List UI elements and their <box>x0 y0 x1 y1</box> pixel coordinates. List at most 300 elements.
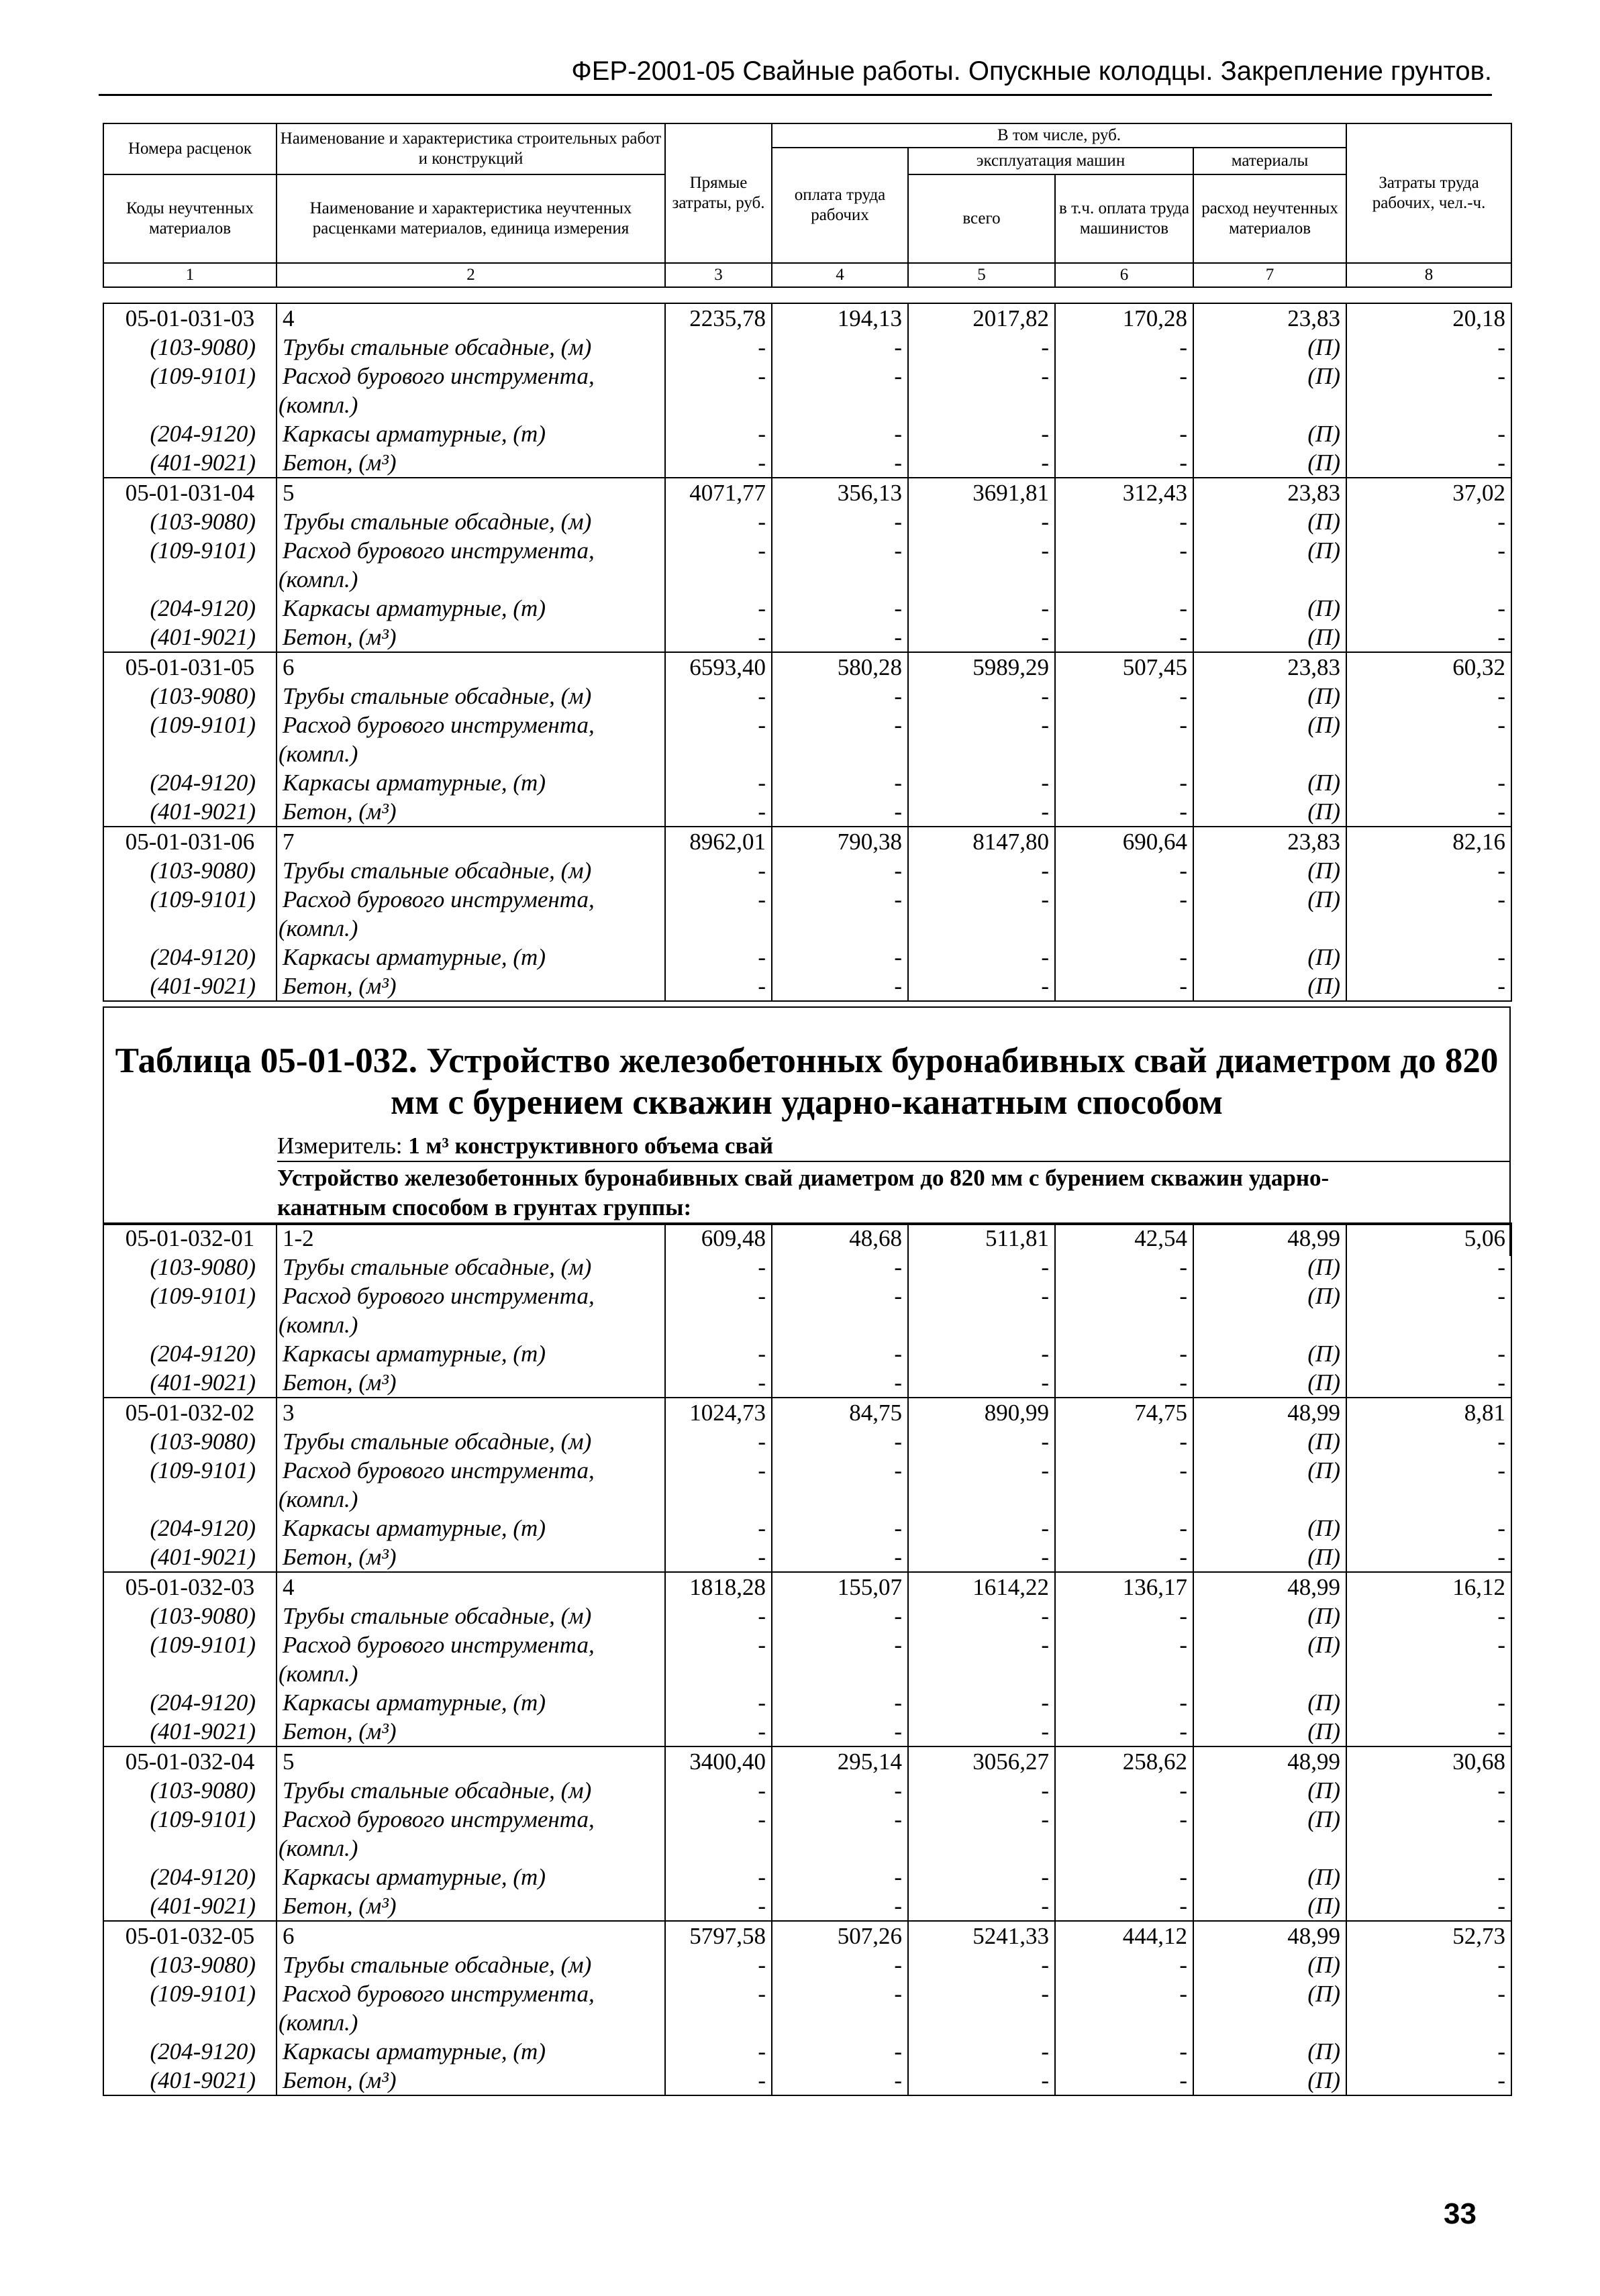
materials-cell: (П) <box>1193 1979 1346 2008</box>
labor-hours-cell: - <box>1346 943 1511 972</box>
material-row <box>103 1602 1511 1630</box>
labor-hours-cell: - <box>1346 1891 1511 1921</box>
materials-cell: (П) <box>1193 536 1346 565</box>
machinists-pay-cell: - <box>1055 711 1193 739</box>
machines-cell: - <box>908 972 1055 1001</box>
direct-cost-cell: - <box>665 1891 772 1921</box>
material-row <box>103 1891 1511 1921</box>
labor-hours-cell: - <box>1346 1427 1511 1456</box>
material-row <box>103 972 1511 1001</box>
machinists-pay-cell: - <box>1055 885 1193 914</box>
labor-hours-cell: - <box>1346 768 1511 797</box>
name-cell: Каркасы арматурные, (т) <box>277 768 665 797</box>
col-num: 2 <box>277 263 665 287</box>
labor-pay-cell: - <box>772 1514 908 1543</box>
materials-cell: 23,83 <box>1193 478 1346 507</box>
direct-cost-cell: - <box>665 797 772 827</box>
direct-cost-cell: - <box>665 1427 772 1456</box>
rate-code-cell: 05-01-032-05 <box>103 1921 277 1950</box>
materials-cell: (П) <box>1193 448 1346 478</box>
table-05-01-032-heading <box>103 1006 1511 1256</box>
machines-cell <box>908 1659 1055 1688</box>
continuation-row <box>103 1834 1511 1863</box>
labor-pay-cell <box>772 739 908 768</box>
rate-row <box>103 652 1511 682</box>
machines-cell: 3056,27 <box>908 1746 1055 1776</box>
machinists-pay-cell: - <box>1055 448 1193 478</box>
rate-code-cell: (401-9021) <box>103 1891 277 1921</box>
continuation-row <box>103 1310 1511 1339</box>
materials-cell: 48,99 <box>1193 1746 1346 1776</box>
materials-cell: (П) <box>1193 856 1346 885</box>
rate-code-cell: 05-01-032-03 <box>103 1572 277 1602</box>
name-cell: Трубы стальные обсадные, (м) <box>277 1950 665 1979</box>
name-cell: (компл.) <box>277 739 665 768</box>
name-cell: Расход бурового инструмента, <box>277 711 665 739</box>
materials-cell: (П) <box>1193 1776 1346 1805</box>
machines-cell: - <box>908 1456 1055 1485</box>
machinists-pay-cell: - <box>1055 1368 1193 1398</box>
labor-hours-cell: 52,73 <box>1346 1921 1511 1950</box>
labor-hours-cell: - <box>1346 536 1511 565</box>
machinists-pay-cell <box>1055 2008 1193 2037</box>
direct-cost-cell: - <box>665 1630 772 1659</box>
name-cell: (компл.) <box>277 390 665 419</box>
name-cell: Трубы стальные обсадные, (м) <box>277 333 665 362</box>
header-name-top: Наименование и характеристика строительных работ и конструкций <box>277 123 665 174</box>
header-name-bottom: Наименование и характеристика неучтенных расценками материалов, единица измерения <box>277 174 665 263</box>
material-row <box>103 623 1511 652</box>
rate-code-cell <box>103 1659 277 1688</box>
labor-pay-cell: - <box>772 711 908 739</box>
machinists-pay-cell: 444,12 <box>1055 1921 1193 1950</box>
labor-pay-cell <box>772 1834 908 1863</box>
machines-cell: - <box>908 1514 1055 1543</box>
labor-hours-cell: - <box>1346 362 1511 390</box>
labor-pay-cell: 580,28 <box>772 652 908 682</box>
labor-pay-cell: - <box>772 507 908 536</box>
machines-cell: 511,81 <box>908 1223 1055 1253</box>
material-row <box>103 1514 1511 1543</box>
direct-cost-cell: - <box>665 885 772 914</box>
machinists-pay-cell: - <box>1055 2066 1193 2095</box>
materials-cell: (П) <box>1193 797 1346 827</box>
materials-cell <box>1193 914 1346 943</box>
labor-hours-cell: - <box>1346 2037 1511 2066</box>
machines-cell <box>908 914 1055 943</box>
continuation-row <box>103 1485 1511 1514</box>
machinists-pay-cell: - <box>1055 623 1193 652</box>
machines-cell: - <box>908 1950 1055 1979</box>
rate-code-cell: (109-9101) <box>103 536 277 565</box>
direct-cost-cell: - <box>665 2037 772 2066</box>
name-cell: Трубы стальные обсадные, (м) <box>277 1427 665 1456</box>
direct-cost-cell: - <box>665 1776 772 1805</box>
materials-cell: 23,83 <box>1193 652 1346 682</box>
labor-hours-cell: - <box>1346 856 1511 885</box>
name-cell: 7 <box>277 827 665 856</box>
machines-cell: - <box>908 1543 1055 1572</box>
labor-hours-cell: 60,32 <box>1346 652 1511 682</box>
labor-hours-cell: - <box>1346 594 1511 623</box>
machines-cell: 8147,80 <box>908 827 1055 856</box>
header-rule <box>99 94 1492 96</box>
machinists-pay-cell: - <box>1055 594 1193 623</box>
rate-code-cell: (204-9120) <box>103 1514 277 1543</box>
machinists-pay-cell: - <box>1055 1805 1193 1834</box>
direct-cost-cell: - <box>665 1456 772 1485</box>
machinists-pay-cell: - <box>1055 943 1193 972</box>
material-row <box>103 1456 1511 1485</box>
machines-cell: - <box>908 507 1055 536</box>
labor-pay-cell: - <box>772 1339 908 1368</box>
name-cell: Расход бурового инструмента, <box>277 536 665 565</box>
labor-pay-cell <box>772 1659 908 1688</box>
name-cell: Трубы стальные обсадные, (м) <box>277 1776 665 1805</box>
rate-code-cell: (103-9080) <box>103 1602 277 1630</box>
name-cell: Трубы стальные обсадные, (м) <box>277 856 665 885</box>
rate-code-cell: (109-9101) <box>103 1805 277 1834</box>
machines-cell: - <box>908 1253 1055 1282</box>
rate-code-cell: (401-9021) <box>103 1543 277 1572</box>
machines-cell: - <box>908 1717 1055 1746</box>
labor-hours-cell: - <box>1346 1456 1511 1485</box>
header-machinists-pay: в т.ч. оплата труда машинистов <box>1055 174 1193 263</box>
name-cell: Бетон, (м³) <box>277 2066 665 2095</box>
labor-hours-cell <box>1346 1834 1511 1863</box>
direct-cost-cell: 8962,01 <box>665 827 772 856</box>
machinists-pay-cell: - <box>1055 1427 1193 1456</box>
rate-code-cell <box>103 1834 277 1863</box>
machinists-pay-cell: - <box>1055 1630 1193 1659</box>
labor-hours-cell <box>1346 390 1511 419</box>
machines-cell: - <box>908 419 1055 448</box>
direct-cost-cell <box>665 2008 772 2037</box>
labor-hours-cell: - <box>1346 1339 1511 1368</box>
labor-hours-cell: - <box>1346 1863 1511 1891</box>
rate-code-cell: (103-9080) <box>103 507 277 536</box>
direct-cost-cell: - <box>665 1282 772 1310</box>
labor-pay-cell: - <box>772 1891 908 1921</box>
labor-pay-cell: - <box>772 972 908 1001</box>
rate-code-cell: (109-9101) <box>103 1282 277 1310</box>
machines-cell: - <box>908 1776 1055 1805</box>
rates-table-05-01-032 <box>103 1222 1512 2096</box>
labor-hours-cell: - <box>1346 1776 1511 1805</box>
labor-pay-cell: 507,26 <box>772 1921 908 1950</box>
direct-cost-cell: - <box>665 1339 772 1368</box>
material-row <box>103 1543 1511 1572</box>
measure-label: Измеритель: <box>277 1133 403 1159</box>
machines-cell <box>908 1310 1055 1339</box>
machinists-pay-cell <box>1055 1310 1193 1339</box>
header-materials: материалы <box>1193 148 1346 174</box>
machinists-pay-cell <box>1055 1834 1193 1863</box>
materials-cell: (П) <box>1193 972 1346 1001</box>
material-row <box>103 507 1511 536</box>
machines-cell <box>908 739 1055 768</box>
name-cell: Трубы стальные обсадные, (м) <box>277 1253 665 1282</box>
rate-code-cell <box>103 1485 277 1514</box>
labor-pay-cell: - <box>772 594 908 623</box>
machinists-pay-cell: 258,62 <box>1055 1746 1193 1776</box>
rate-code-cell <box>103 2008 277 2037</box>
machines-cell: - <box>908 1282 1055 1310</box>
direct-cost-cell: 5797,58 <box>665 1921 772 1950</box>
header-material-usage: расход неучтенных материалов <box>1193 174 1346 263</box>
machinists-pay-cell: - <box>1055 1514 1193 1543</box>
material-row <box>103 768 1511 797</box>
rate-code-cell: 05-01-032-04 <box>103 1746 277 1776</box>
labor-pay-cell: - <box>772 333 908 362</box>
labor-pay-cell: 84,75 <box>772 1398 908 1427</box>
material-row <box>103 1427 1511 1456</box>
machinists-pay-cell: - <box>1055 1543 1193 1572</box>
materials-cell <box>1193 1834 1346 1863</box>
labor-pay-cell: - <box>772 1368 908 1398</box>
materials-cell: (П) <box>1193 1456 1346 1485</box>
rate-row <box>103 478 1511 507</box>
direct-cost-cell: - <box>665 1688 772 1717</box>
labor-pay-cell <box>772 390 908 419</box>
direct-cost-cell: - <box>665 1950 772 1979</box>
group-description: Устройство железобетонных буронабивных свай диаметром до 820 мм с бурением скважин ударно-канатным способом в грунтах группы: <box>277 1165 1330 1220</box>
name-cell: Каркасы арматурные, (т) <box>277 1863 665 1891</box>
materials-cell: (П) <box>1193 1368 1346 1398</box>
material-row <box>103 1950 1511 1979</box>
name-cell: (компл.) <box>277 1310 665 1339</box>
name-cell: Расход бурового инструмента, <box>277 1979 665 2008</box>
rate-code-cell: (401-9021) <box>103 1717 277 1746</box>
labor-pay-cell: 790,38 <box>772 827 908 856</box>
labor-pay-cell: 356,13 <box>772 478 908 507</box>
rate-code-cell: (109-9101) <box>103 362 277 390</box>
name-cell: (компл.) <box>277 2008 665 2037</box>
rate-code-cell: 05-01-031-03 <box>103 303 277 333</box>
materials-cell: (П) <box>1193 1688 1346 1717</box>
materials-cell: (П) <box>1193 768 1346 797</box>
name-cell: 5 <box>277 1746 665 1776</box>
name-cell: Расход бурового инструмента, <box>277 1805 665 1834</box>
labor-hours-cell <box>1346 739 1511 768</box>
col-num: 3 <box>665 263 772 287</box>
materials-cell: 48,99 <box>1193 1921 1346 1950</box>
labor-hours-cell: - <box>1346 797 1511 827</box>
direct-cost-cell <box>665 565 772 594</box>
labor-hours-cell: - <box>1346 623 1511 652</box>
material-row <box>103 333 1511 362</box>
direct-cost-cell: - <box>665 1805 772 1834</box>
rate-code-cell: (109-9101) <box>103 1979 277 2008</box>
labor-hours-cell <box>1346 914 1511 943</box>
direct-cost-cell <box>665 739 772 768</box>
material-row <box>103 1717 1511 1746</box>
direct-cost-cell <box>665 1659 772 1688</box>
name-cell: Каркасы арматурные, (т) <box>277 943 665 972</box>
direct-cost-cell: - <box>665 1368 772 1398</box>
rate-code-cell: (103-9080) <box>103 1950 277 1979</box>
machinists-pay-cell: 312,43 <box>1055 478 1193 507</box>
labor-hours-cell: 20,18 <box>1346 303 1511 333</box>
machines-cell: - <box>908 594 1055 623</box>
labor-hours-cell: - <box>1346 1717 1511 1746</box>
labor-pay-cell: - <box>772 536 908 565</box>
table-column-header <box>103 123 1512 288</box>
rate-code-cell <box>103 739 277 768</box>
rate-code-cell: (401-9021) <box>103 972 277 1001</box>
machines-cell <box>908 565 1055 594</box>
header-labor-hours: Затраты труда рабочих, чел.-ч. <box>1346 123 1511 263</box>
labor-pay-cell: - <box>772 768 908 797</box>
material-row <box>103 1253 1511 1282</box>
page-header-title: ФЕР-2001-05 Свайные работы. Опускные колодцы. Закрепление грунтов. <box>571 56 1492 86</box>
labor-hours-cell: - <box>1346 333 1511 362</box>
labor-hours-cell <box>1346 1310 1511 1339</box>
labor-pay-cell: - <box>772 943 908 972</box>
machines-cell: - <box>908 333 1055 362</box>
rate-code-cell: (109-9101) <box>103 1456 277 1485</box>
machines-cell: 5241,33 <box>908 1921 1055 1950</box>
materials-cell: (П) <box>1193 1427 1346 1456</box>
direct-cost-cell: 609,48 <box>665 1223 772 1253</box>
machines-cell: - <box>908 1688 1055 1717</box>
name-cell: Расход бурового инструмента, <box>277 885 665 914</box>
machinists-pay-cell <box>1055 1485 1193 1514</box>
direct-cost-cell: - <box>665 2066 772 2095</box>
materials-cell <box>1193 1310 1346 1339</box>
name-cell: (компл.) <box>277 565 665 594</box>
machinists-pay-cell <box>1055 914 1193 943</box>
continuation-row <box>103 914 1511 943</box>
direct-cost-cell: - <box>665 943 772 972</box>
machinists-pay-cell: - <box>1055 1717 1193 1746</box>
machinists-pay-cell: - <box>1055 1950 1193 1979</box>
machines-cell: 5989,29 <box>908 652 1055 682</box>
direct-cost-cell: - <box>665 682 772 711</box>
labor-pay-cell: - <box>772 623 908 652</box>
materials-cell <box>1193 1485 1346 1514</box>
machinists-pay-cell: - <box>1055 1979 1193 2008</box>
rate-code-cell: (401-9021) <box>103 1368 277 1398</box>
labor-hours-cell: 37,02 <box>1346 478 1511 507</box>
labor-pay-cell: 48,68 <box>772 1223 908 1253</box>
machines-cell: - <box>908 711 1055 739</box>
machinists-pay-cell: - <box>1055 419 1193 448</box>
material-row <box>103 1863 1511 1891</box>
header-machines: эксплуатация машин <box>908 148 1193 174</box>
machines-cell: 2017,82 <box>908 303 1055 333</box>
labor-pay-cell: - <box>772 2037 908 2066</box>
machines-cell: 890,99 <box>908 1398 1055 1427</box>
name-cell: 4 <box>277 1572 665 1602</box>
labor-hours-cell <box>1346 1485 1511 1514</box>
col-num: 1 <box>103 263 277 287</box>
labor-pay-cell: - <box>772 1543 908 1572</box>
labor-hours-cell: - <box>1346 1630 1511 1659</box>
machines-cell: - <box>908 1863 1055 1891</box>
material-row <box>103 2066 1511 2095</box>
rate-row <box>103 1572 1511 1602</box>
materials-cell <box>1193 2008 1346 2037</box>
machinists-pay-cell: 170,28 <box>1055 303 1193 333</box>
machinists-pay-cell: - <box>1055 1776 1193 1805</box>
direct-cost-cell <box>665 1834 772 1863</box>
continuation-row <box>103 1659 1511 1688</box>
direct-cost-cell: - <box>665 1602 772 1630</box>
machines-cell: - <box>908 1427 1055 1456</box>
labor-pay-cell: - <box>772 1979 908 2008</box>
col-num: 7 <box>1193 263 1346 287</box>
labor-hours-cell: - <box>1346 2066 1511 2095</box>
labor-hours-cell: - <box>1346 682 1511 711</box>
name-cell: Каркасы арматурные, (т) <box>277 2037 665 2066</box>
rate-code-cell: (103-9080) <box>103 333 277 362</box>
materials-cell: (П) <box>1193 1543 1346 1572</box>
labor-pay-cell: 194,13 <box>772 303 908 333</box>
labor-pay-cell: - <box>772 1805 908 1834</box>
machinists-pay-cell: - <box>1055 333 1193 362</box>
labor-pay-cell: - <box>772 682 908 711</box>
rates-table-05-01-031 <box>103 303 1512 1002</box>
direct-cost-cell: - <box>665 1253 772 1282</box>
direct-cost-cell: 6593,40 <box>665 652 772 682</box>
materials-cell: (П) <box>1193 1950 1346 1979</box>
direct-cost-cell: - <box>665 1863 772 1891</box>
name-cell: Бетон, (м³) <box>277 623 665 652</box>
labor-pay-cell <box>772 565 908 594</box>
name-cell: Бетон, (м³) <box>277 448 665 478</box>
materials-cell: 48,99 <box>1193 1223 1346 1253</box>
labor-hours-cell <box>1346 2008 1511 2037</box>
labor-hours-cell: - <box>1346 419 1511 448</box>
materials-cell: (П) <box>1193 1891 1346 1921</box>
labor-pay-cell: - <box>772 1253 908 1282</box>
header-codes-bottom: Коды неучтенных материалов <box>103 174 277 263</box>
rate-row <box>103 1223 1511 1253</box>
rate-code-cell: (401-9021) <box>103 623 277 652</box>
rate-code-cell: (204-9120) <box>103 1339 277 1368</box>
machinists-pay-cell: - <box>1055 1863 1193 1891</box>
rate-code-cell <box>103 914 277 943</box>
name-cell: Расход бурового инструмента, <box>277 1282 665 1310</box>
col-num: 6 <box>1055 263 1193 287</box>
rate-code-cell: (103-9080) <box>103 1776 277 1805</box>
machinists-pay-cell: - <box>1055 507 1193 536</box>
labor-hours-cell: - <box>1346 1602 1511 1630</box>
materials-cell: 23,83 <box>1193 303 1346 333</box>
rate-row <box>103 827 1511 856</box>
labor-hours-cell: - <box>1346 1282 1511 1310</box>
labor-pay-cell: - <box>772 1282 908 1310</box>
header-machines-total: всего <box>908 174 1055 263</box>
machinists-pay-cell: - <box>1055 972 1193 1001</box>
labor-pay-cell: - <box>772 1427 908 1456</box>
direct-cost-cell: 3400,40 <box>665 1746 772 1776</box>
machinists-pay-cell: - <box>1055 536 1193 565</box>
name-cell: (компл.) <box>277 1485 665 1514</box>
material-row <box>103 885 1511 914</box>
direct-cost-cell <box>665 914 772 943</box>
page-number: 33 <box>1444 2197 1477 2230</box>
continuation-row <box>103 739 1511 768</box>
materials-cell: (П) <box>1193 1805 1346 1834</box>
name-cell: Каркасы арматурные, (т) <box>277 1339 665 1368</box>
machinists-pay-cell: - <box>1055 1253 1193 1282</box>
labor-hours-cell: 16,12 <box>1346 1572 1511 1602</box>
materials-cell: (П) <box>1193 943 1346 972</box>
machines-cell: - <box>908 856 1055 885</box>
labor-pay-cell: - <box>772 1602 908 1630</box>
